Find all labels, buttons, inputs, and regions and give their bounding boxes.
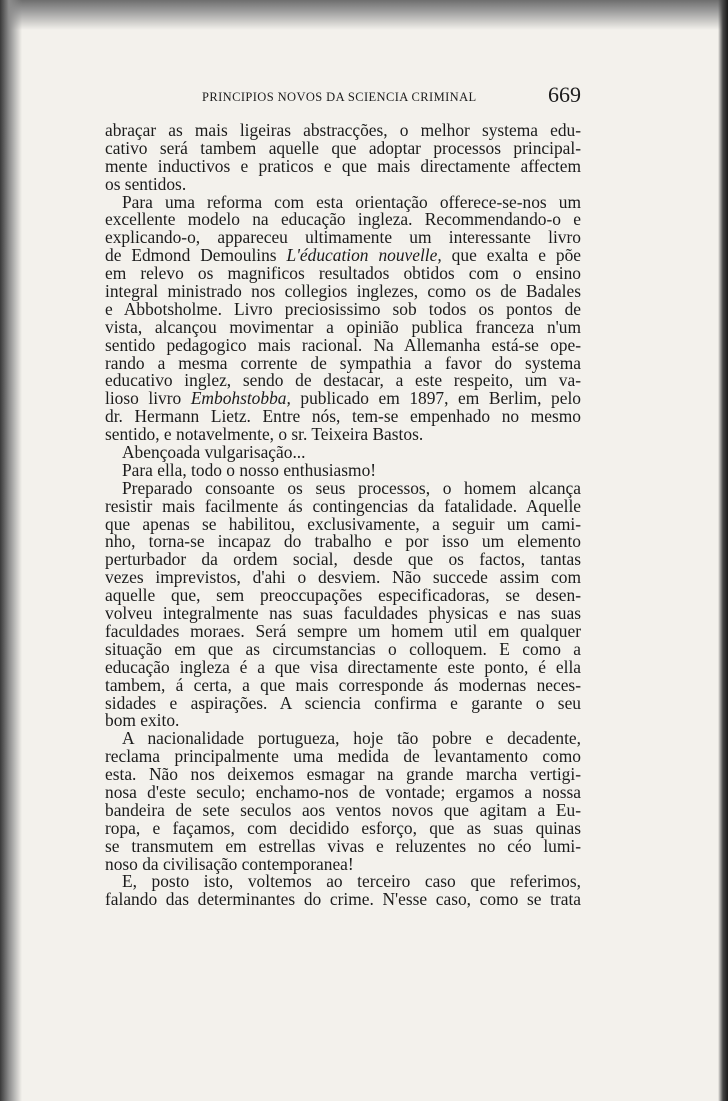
text-line: sentido pedagogico mais racional. Na Allemanha está-se ope- <box>105 334 581 355</box>
text-line: reclama principalmente uma medida de levantamento como <box>105 746 581 767</box>
scan-shadow-top <box>0 0 728 30</box>
text-line: perturbador da ordem social, desde que os factos, tantas <box>105 549 581 570</box>
text-line: Para uma reforma com esta orientação offerece-se-nos um <box>122 191 581 212</box>
running-head <box>105 82 581 108</box>
text-line: explicando-o, appareceu ultimamente um interessante livro <box>105 227 581 248</box>
text-line: em relevo os magnificos resultados obtidos com o ensino <box>105 263 581 284</box>
text-fragment: publicado em 1897, em Berlim, pelo <box>300 388 581 409</box>
text-line: tambem, á certa, a que mais corresponde ás modernas neces- <box>105 674 581 695</box>
text-line: mente inductivos e praticos e que mais directamente affectem <box>105 155 581 176</box>
text-line: os sentidos. <box>105 173 187 194</box>
text-line: Abençoada vulgarisação... <box>122 442 306 463</box>
text-line: nosa d'este seculo; enchamo-nos de vontade; ergamos a nossa <box>105 781 581 802</box>
text-line: situação em que as circumstancias o colloquem. E como a <box>105 638 581 659</box>
running-title: PRINCIPIOS NOVOS DA SCIENCIA CRIMINAL <box>202 90 477 104</box>
text-line: sidades e aspirações. A sciencia confirma e garante o seu <box>105 692 581 713</box>
scan-shadow-right <box>718 0 728 1101</box>
text-line: nho, torna-se incapaz do trabalho e por isso um elemento <box>105 531 581 552</box>
text-line: volveu integralmente nas suas faculdades physicas e nas suas <box>105 603 581 624</box>
text-line: noso da civilisação contemporanea! <box>105 853 354 874</box>
text-fragment: de Edmond Demoulins <box>105 245 277 266</box>
text-line: bom exito. <box>105 710 180 731</box>
text-line: se transmutem em estrellas vivas e reluzentes no céo lumi- <box>105 835 581 856</box>
text-line: integral ministrado nos collegios inglezes, como os de Badales <box>105 281 581 302</box>
text-line: ropa, e façamos, com decidido esforço, que as suas quinas <box>105 817 581 838</box>
book-title: Embohstobba, <box>190 388 291 409</box>
text-line: A nacionalidade portugueza, hoje tão pobre e decadente, <box>122 728 581 749</box>
book-title: L'éducation nouvelle, <box>286 245 442 266</box>
text-line: dr. Hermann Lietz. Entre nós, tem-se empenhado no mesmo <box>105 406 581 427</box>
text-line: Para ella, todo o nosso enthusiasmo! <box>122 459 377 480</box>
text-line: bandeira de sete seculos aos ventos novos que agitam a Eu- <box>105 799 581 820</box>
body-text <box>105 122 581 909</box>
text-line: vezes imprevistos, d'ahi o desviem. Não succede assim com <box>105 567 581 588</box>
text-line: E, posto isto, voltemos ao terceiro caso que referimos, <box>122 871 581 892</box>
text-line: rando a mesma corrente de sympathia a favor do systema <box>105 352 581 373</box>
text-line: vista, alcançou movimentar a opinião publica franceza n'um <box>105 316 581 337</box>
text-line: resistir mais facilmente ás contingencias da fatalidade. Aquelle <box>105 495 581 516</box>
text-line: faculdades moraes. Será sempre um homem util em qualquer <box>105 620 581 641</box>
text-line: aquelle que, sem preoccupações especificadoras, se desen- <box>105 585 581 606</box>
text-line: abraçar as mais ligeiras abstracções, o melhor systema edu- <box>105 120 581 140</box>
text-fragment: lioso livro <box>105 388 182 409</box>
scan-shadow-left <box>0 0 22 1101</box>
page-number: 669 <box>548 82 581 107</box>
text-line: cativo será tambem aquelle que adoptar processos principal- <box>105 137 581 158</box>
text-line: e Abbotsholme. Livro preciosissimo sob todos os pontos de <box>105 298 581 319</box>
text-line: excellente modelo na educação ingleza. Recommendando-o e <box>105 209 581 230</box>
text-fragment: que exalta e põe <box>451 245 581 266</box>
text-line: educativo inglez, sendo de destacar, a este respeito, um va- <box>105 370 581 391</box>
text-line: educação ingleza é a que visa directamente este ponto, é ella <box>105 656 581 677</box>
text-line: falando das determinantes do crime. N'esse caso, como se trata <box>105 889 581 910</box>
text-line: esta. Não nos deixemos esmagar na grande marcha vertigi- <box>105 764 581 785</box>
text-line: Preparado consoante os seus processos, o homem alcança <box>122 477 581 498</box>
text-line: que apenas se habilitou, exclusivamente, a seguir um cami- <box>105 513 581 534</box>
text-line: sentido, e notavelmente, o sr. Teixeira Bastos. <box>105 424 424 445</box>
